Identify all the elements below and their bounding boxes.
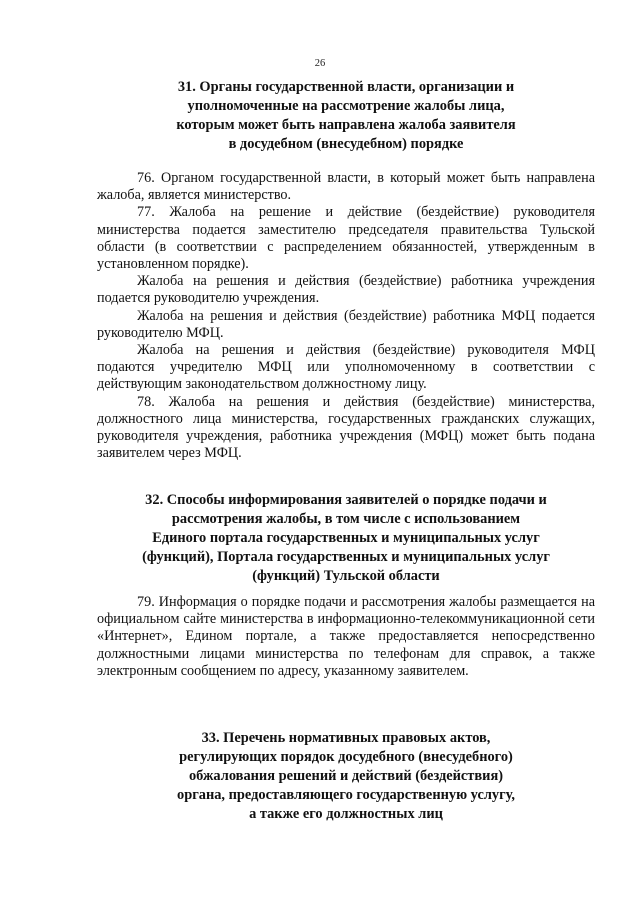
heading-line: рассмотрения жалобы, в том числе с использованием xyxy=(171,511,521,527)
heading-line: 33. Перечень нормативных правовых актов, xyxy=(201,730,491,746)
heading-line: регулирующих порядок досудебного (внесудебного) xyxy=(179,749,513,765)
paragraph-77: 77. Жалоба на решение и действие (бездействие) руководителя министерства подается заместителю председателя правительства Тульской области (в соответствии с распределением обязанностей, утвержденным в установленном порядке). xyxy=(97,204,595,273)
page-number: 26 xyxy=(314,58,326,69)
paragraph-complaint-mfc-head: Жалоба на решения и действия (бездействие) руководителя МФЦ подаются учредителю МФЦ или уполномоченному в соответствии с действующим законодательством должностному лицу. xyxy=(97,342,595,393)
paragraph-complaint-institution: Жалоба на решения и действия (бездействие) работника учреждения подается руководителю учреждения. xyxy=(97,273,595,307)
heading-line: а также его должностных лиц xyxy=(249,806,443,822)
heading-line: (функций) Тульской области xyxy=(252,568,440,584)
heading-line: (функций), Портала государственных и муниципальных услуг xyxy=(142,549,550,565)
paragraph-complaint-mfc-worker: Жалоба на решения и действия (бездействие) работника МФЦ подается руководителю МФЦ. xyxy=(97,307,595,341)
paragraph-79: 79. Информация о порядке подачи и рассмотрения жалобы размещается на официальном сайте министерства в информационно-телекоммуникационной сети «Интернет», Едином портале, а также предоставляется непосредственно должностными лицами министерства по телефонам для справок, а также электронным сообщением по адресу, указанному заявителем. xyxy=(97,594,595,679)
paragraph-78: 78. Жалоба на решения и действия (бездействие) министерства, должностного лица министерства, государственных гражданских служащих, руководителя учреждения, работника учреждения (МФЦ) может быть подана заявителем через МФЦ. xyxy=(97,393,595,462)
heading-line: уполномоченные на рассмотрение жалобы лица, xyxy=(187,98,505,114)
heading-line: Единого портала государственных и муниципальных услуг xyxy=(152,530,540,546)
section-31-heading xyxy=(97,78,595,154)
heading-line: 32. Способы информирования заявителей о порядке подачи и xyxy=(145,492,547,508)
section-32-heading xyxy=(97,491,595,586)
paragraph-76: 76. Органом государственной власти, в который может быть направлена жалоба, является министерство. xyxy=(97,170,595,204)
section-33-heading xyxy=(97,729,595,824)
section-31-body xyxy=(97,170,595,462)
heading-line: 31. Органы государственной власти, организации и xyxy=(177,79,515,95)
heading-line: которым может быть направлена жалоба заявителя xyxy=(176,117,516,133)
heading-line: обжалования решений и действий (бездействия) xyxy=(188,768,504,784)
heading-line: в досудебном (внесудебном) порядке xyxy=(228,136,464,152)
section-32-body xyxy=(97,594,595,680)
heading-line: органа, предоставляющего государственную услугу, xyxy=(177,787,515,803)
